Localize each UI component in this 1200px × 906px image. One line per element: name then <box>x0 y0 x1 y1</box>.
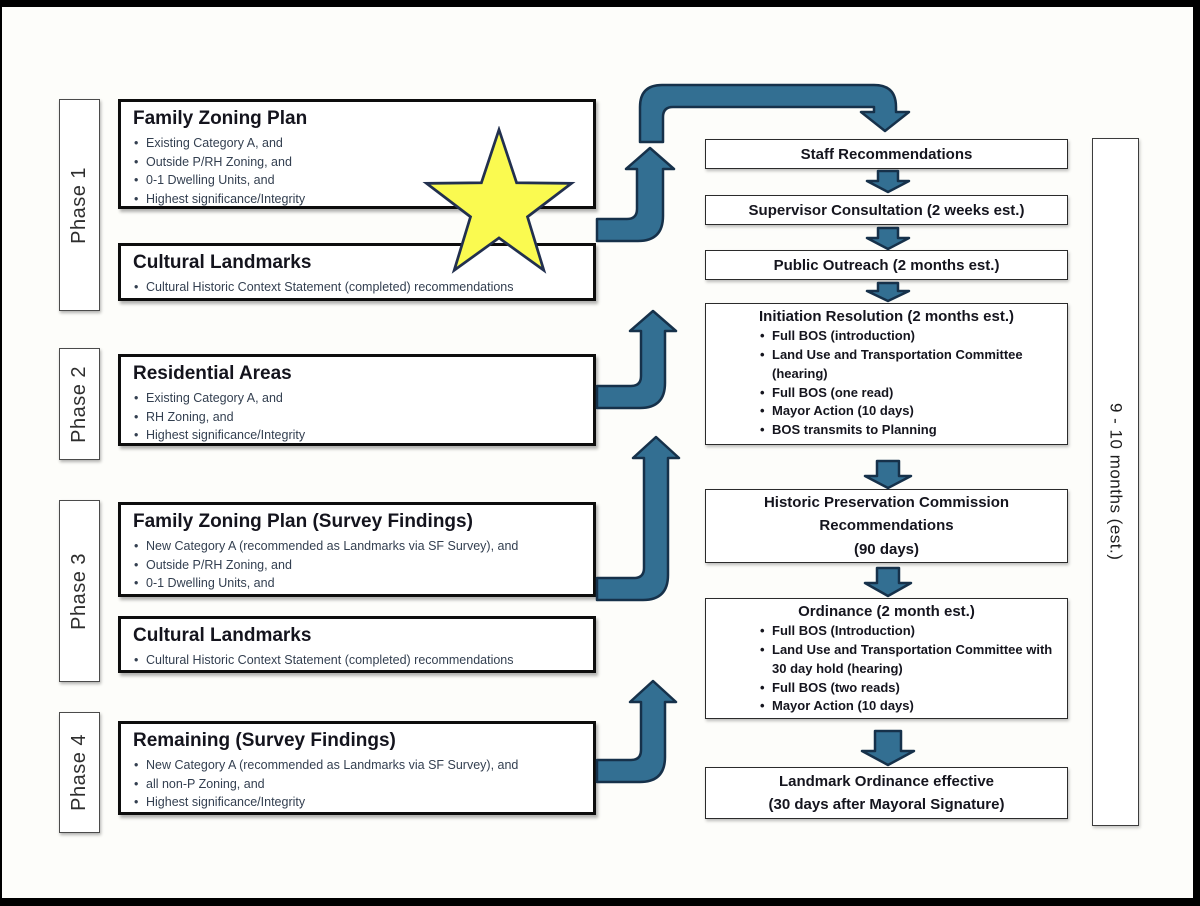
initiation-resolution-box <box>705 303 1068 445</box>
box-bullets <box>133 651 583 670</box>
family-zoning-plan-box <box>118 99 596 209</box>
bullet: • New Category A (recommended as Landmarks via SF Survey), and <box>133 537 583 556</box>
bullet: • 0-1 Dwelling Units, and <box>133 574 583 593</box>
box-title: Residential Areas <box>133 363 292 384</box>
phase-3-label <box>59 500 100 682</box>
box-title: Remaining (Survey Findings) <box>133 730 396 751</box>
staff-recommendations-box <box>705 139 1068 169</box>
phase-4-label <box>59 712 100 833</box>
box-bullets <box>133 389 583 445</box>
family-zoning-plan-survey-box <box>118 502 596 597</box>
step-text: Supervisor Consultation (2 weeks est.) <box>748 201 1025 219</box>
phase-3-label-text: Phase 3 <box>68 552 90 630</box>
phase-1-label <box>59 99 100 311</box>
step-line: (90 days) <box>853 540 920 558</box>
bullet: • Highest significance/Integrity <box>133 793 583 812</box>
bullet: • Highest significance/Integrity <box>133 426 583 445</box>
box-title: Cultural Landmarks <box>133 252 312 273</box>
step-bullets <box>758 327 1067 440</box>
hpc-recommendations-box <box>705 489 1068 563</box>
bullet: • New Category A (recommended as Landmarks via SF Survey), and <box>133 756 583 775</box>
box-bullets <box>133 134 583 209</box>
bullet: • BOS transmits to Planning <box>758 421 1058 440</box>
bullet: • Outside P/RH Zoning, and <box>133 556 583 575</box>
cultural-landmarks-box-phase3 <box>118 616 596 673</box>
timeline-bar <box>1092 138 1139 826</box>
step-line: Historic Preservation Commission <box>763 494 1010 512</box>
bullet: • Existing Category A, and <box>133 134 583 153</box>
box-bullets <box>133 537 583 593</box>
timeline-label: 9 - 10 months (est.) <box>1106 403 1126 561</box>
bullet: • Land Use and Transportation Committee with 30 day hold (hearing) <box>758 641 1058 679</box>
phase-2-label <box>59 348 100 460</box>
bullet: • Mayor Action (10 days) <box>758 697 1058 716</box>
step-line: Recommendations <box>819 517 954 535</box>
bullet: • Full BOS (Introduction) <box>758 622 1058 641</box>
bullet: • Full BOS (two reads) <box>758 679 1058 698</box>
box-title: Cultural Landmarks <box>133 625 312 646</box>
phase-4-label-text: Phase 4 <box>68 734 90 811</box>
bullet: • Existing Category A, and <box>133 389 583 408</box>
box-title: Family Zoning Plan (Survey Findings) <box>133 511 473 532</box>
bullet: • Cultural Historic Context Statement (completed) recommendations <box>133 651 583 670</box>
box-bullets <box>133 756 583 812</box>
step-line: (30 days after Mayoral Signature) <box>768 796 1005 813</box>
bullet: • Outside P/RH Zoning, and <box>133 153 583 172</box>
bullet: • RH Zoning, and <box>133 408 583 427</box>
bullet: • Full BOS (introduction) <box>758 327 1058 346</box>
supervisor-consultation-box <box>705 195 1068 225</box>
bullet: • Full BOS (one read) <box>758 384 1058 403</box>
bullet: • Cultural Historic Context Statement (completed) recommendations <box>133 278 583 297</box>
box-bullets <box>133 278 583 297</box>
step-text: Public Outreach (2 months est.) <box>773 256 1000 274</box>
ordinance-box <box>705 598 1068 719</box>
step-text: Staff Recommendations <box>800 145 973 163</box>
bullet: • Mayor Action (10 days) <box>758 402 1058 421</box>
box-title: Family Zoning Plan <box>133 108 308 129</box>
bullet: • all non-P Zoning, and <box>133 775 583 794</box>
public-outreach-box <box>705 250 1068 280</box>
step-title: Ordinance (2 month est.) <box>798 603 975 620</box>
step-title: Initiation Resolution (2 months est.) <box>759 308 1014 325</box>
step-bullets <box>758 622 1067 716</box>
bullet: • Land Use and Transportation Committee (hearing) <box>758 346 1058 384</box>
remaining-survey-box <box>118 721 596 815</box>
bullet: • Highest significance/Integrity <box>133 190 583 209</box>
phase-2-label-text: Phase 2 <box>68 365 90 443</box>
bullet: • 0-1 Dwelling Units, and <box>133 171 583 190</box>
residential-areas-box <box>118 354 596 446</box>
step-line: Landmark Ordinance effective <box>778 772 995 790</box>
phase-1-label-text: Phase 1 <box>68 166 90 244</box>
landmark-ordinance-effective-box <box>705 767 1068 819</box>
cultural-landmarks-box-phase1 <box>118 243 596 301</box>
